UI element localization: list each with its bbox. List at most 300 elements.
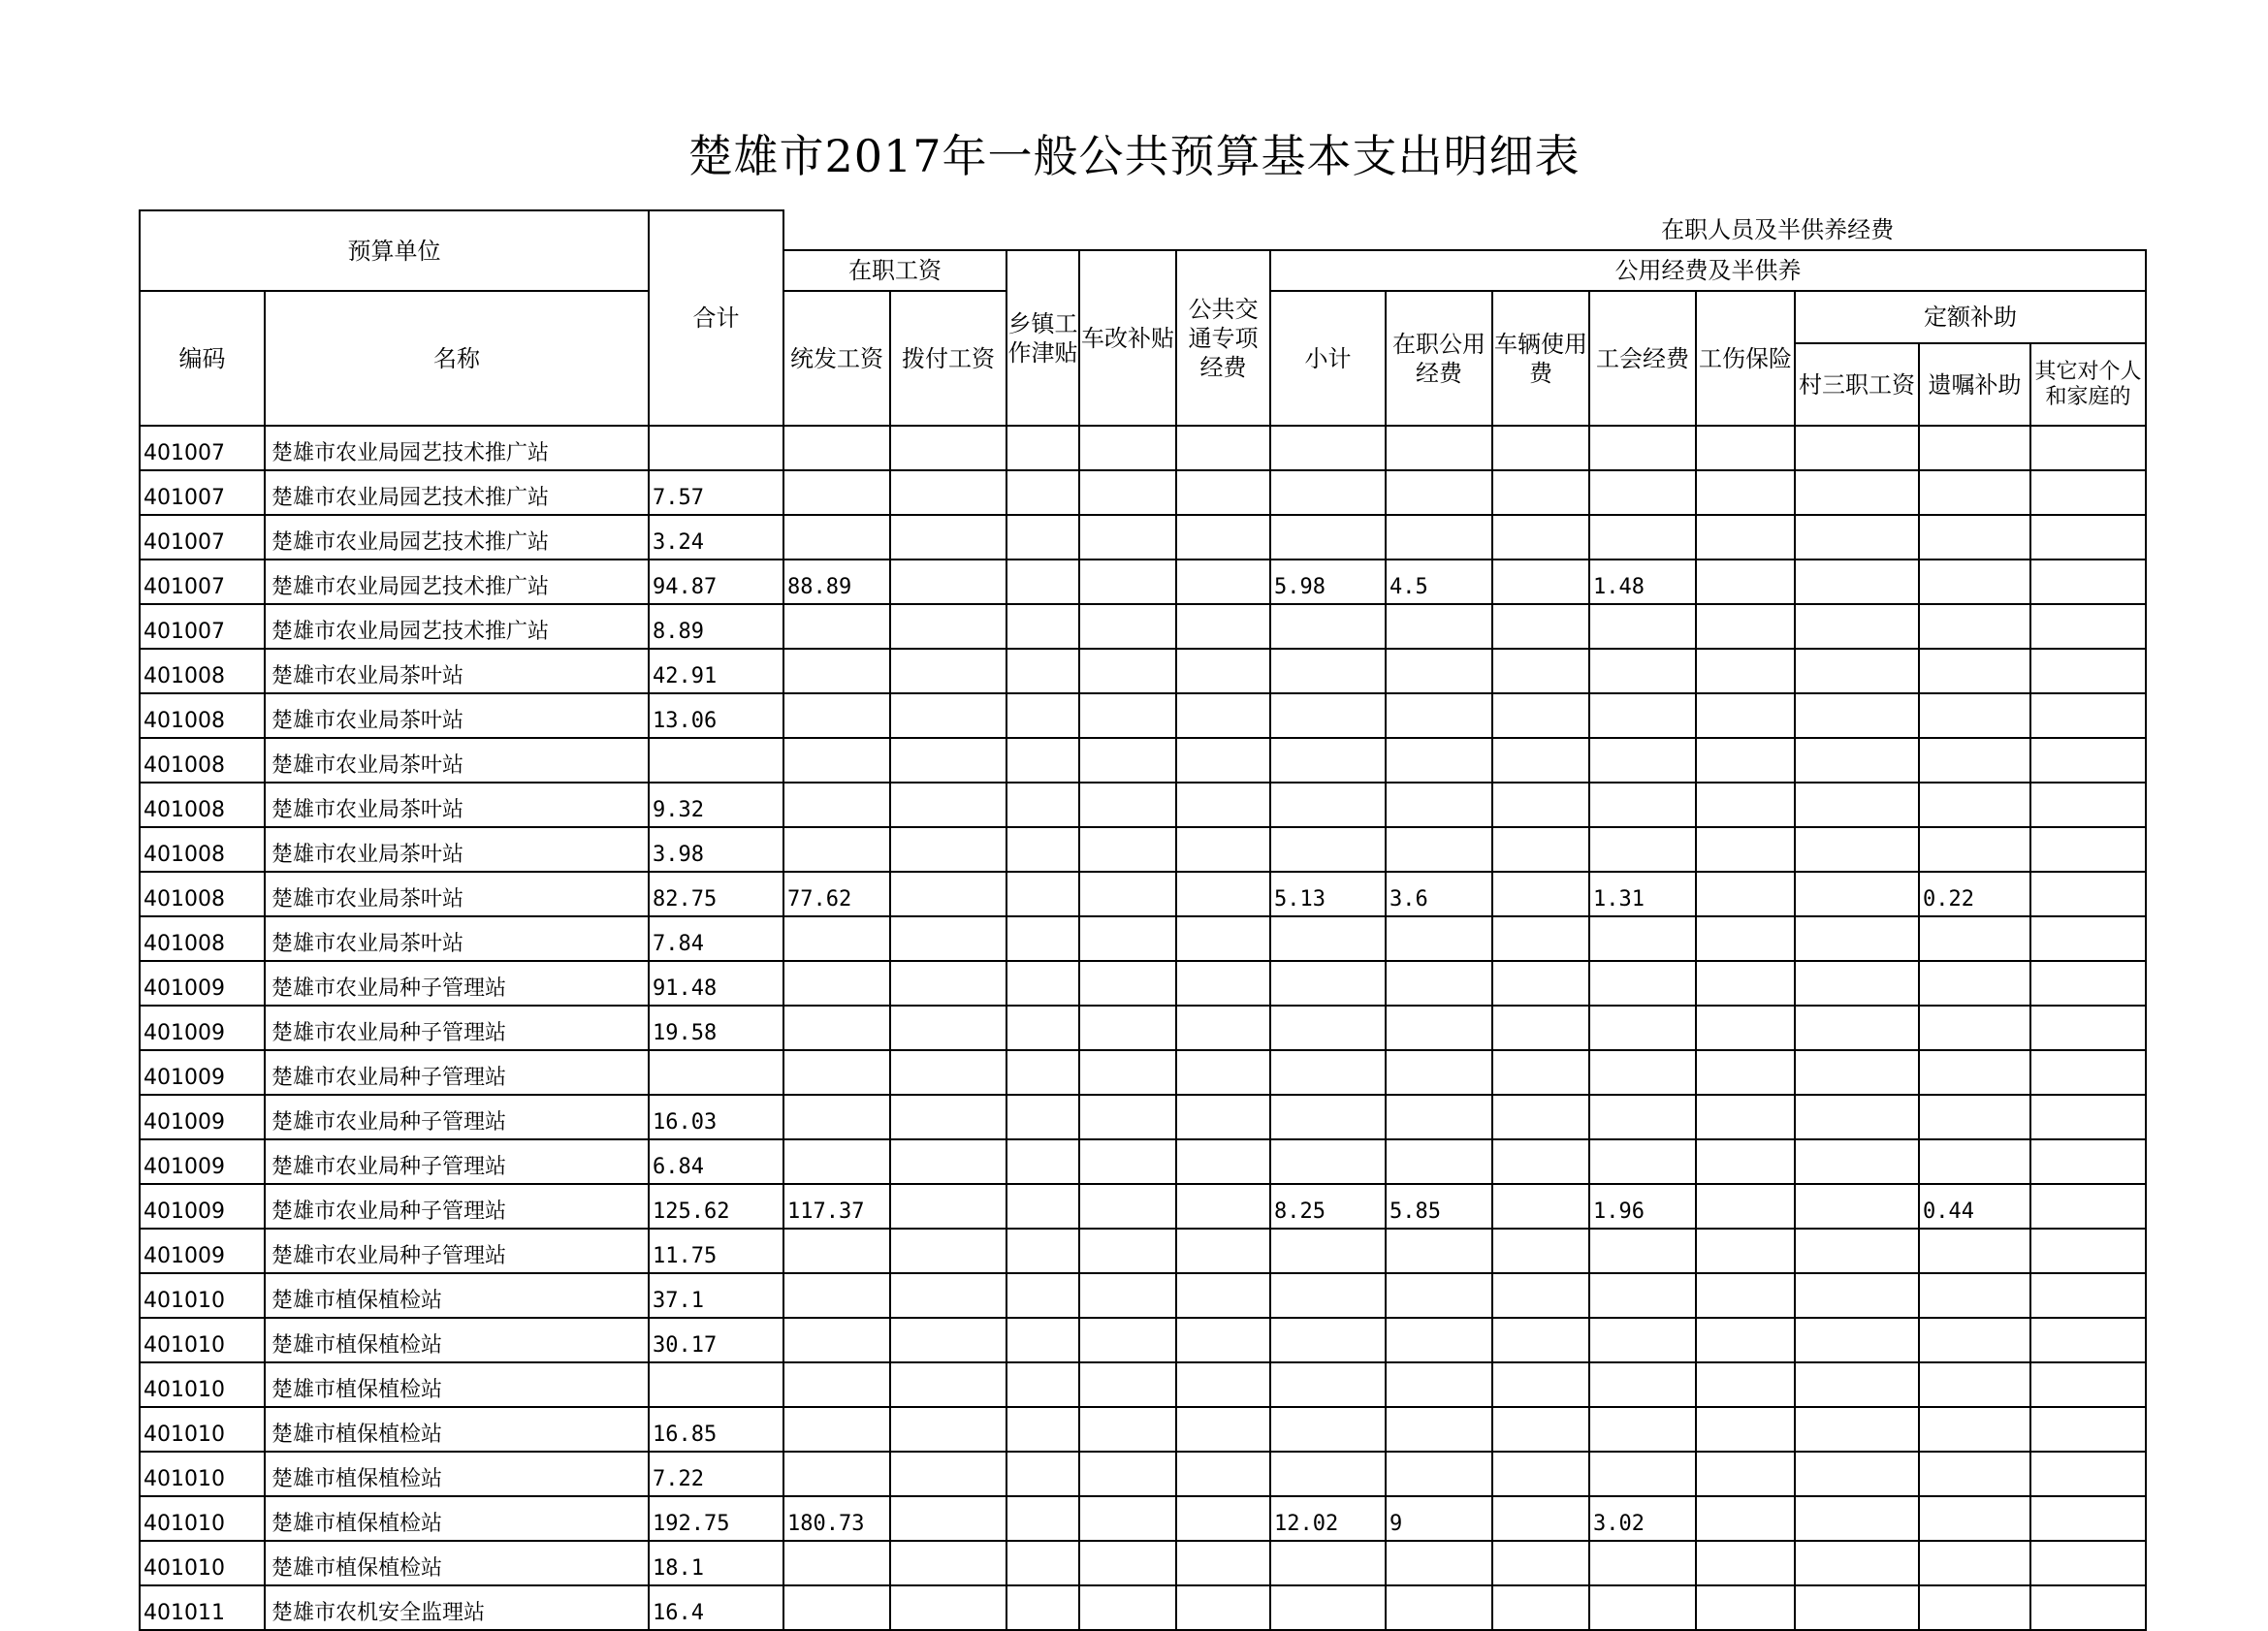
cell-public-funds [1386, 649, 1492, 693]
cell-union [1589, 693, 1696, 738]
cell-code: 401010 [140, 1452, 265, 1496]
table-header [140, 210, 2146, 426]
cell-vehicle [1492, 1006, 1589, 1050]
table-row [140, 1585, 2146, 1630]
cell-township [1006, 1452, 1079, 1496]
cell-township [1006, 1496, 1079, 1541]
cell-injury [1696, 872, 1795, 916]
cell-transport [1176, 1006, 1270, 1050]
table-row [140, 1496, 2146, 1541]
active-public-funds-header: 在职公用经费 [1386, 291, 1492, 426]
table-row [140, 783, 2146, 827]
cell-survivor [1919, 916, 2030, 961]
cell-public-funds [1386, 1362, 1492, 1407]
cell-car [1079, 1407, 1176, 1452]
cell-name: 楚雄市农业局园艺技术推广站 [265, 470, 649, 515]
cell-injury [1696, 649, 1795, 693]
cell-transport [1176, 604, 1270, 649]
cell-transport [1176, 1050, 1270, 1095]
cell-public-funds [1386, 916, 1492, 961]
cell-survivor [1919, 1273, 2030, 1318]
subtotal-header: 小计 [1270, 291, 1386, 426]
budget-unit-header: 预算单位 [140, 210, 649, 291]
cell-vehicle [1492, 1407, 1589, 1452]
cell-code: 401009 [140, 1184, 265, 1229]
cell-vehicle [1492, 827, 1589, 872]
cell-other [2030, 1229, 2146, 1273]
cell-other [2030, 1184, 2146, 1229]
cell-other [2030, 1095, 2146, 1139]
cell-unified [783, 604, 890, 649]
cell-union [1589, 426, 1696, 470]
cell-allocated [890, 1496, 1006, 1541]
cell-car [1079, 1095, 1176, 1139]
cell-injury [1696, 1184, 1795, 1229]
cell-name: 楚雄市农业局种子管理站 [265, 1229, 649, 1273]
cell-unified [783, 783, 890, 827]
cell-code: 401007 [140, 515, 265, 560]
cell-allocated [890, 604, 1006, 649]
cell-other [2030, 1452, 2146, 1496]
cell-subtotal [1270, 426, 1386, 470]
cell-allocated [890, 1541, 1006, 1585]
cell-transport [1176, 1407, 1270, 1452]
cell-public-funds: 3.6 [1386, 872, 1492, 916]
cell-village [1795, 426, 1919, 470]
total-header: 合计 [649, 210, 783, 426]
cell-vehicle [1492, 1541, 1589, 1585]
cell-survivor [1919, 1050, 2030, 1095]
cell-other [2030, 1541, 2146, 1585]
cell-survivor [1919, 1318, 2030, 1362]
cell-township [1006, 604, 1079, 649]
cell-subtotal [1270, 1139, 1386, 1184]
cell-allocated [890, 560, 1006, 604]
cell-union [1589, 827, 1696, 872]
cell-unified [783, 693, 890, 738]
cell-union [1589, 1229, 1696, 1273]
cell-public-funds [1386, 1229, 1492, 1273]
cell-village [1795, 916, 1919, 961]
cell-allocated [890, 426, 1006, 470]
cell-union [1589, 1318, 1696, 1362]
cell-vehicle [1492, 1273, 1589, 1318]
cell-other [2030, 1273, 2146, 1318]
cell-subtotal [1270, 1318, 1386, 1362]
cell-allocated [890, 1184, 1006, 1229]
cell-injury [1696, 1006, 1795, 1050]
cell-injury [1696, 1541, 1795, 1585]
cell-unified: 88.89 [783, 560, 890, 604]
cell-survivor [1919, 961, 2030, 1006]
cell-township [1006, 1006, 1079, 1050]
table-row [140, 1006, 2146, 1050]
cell-code: 401010 [140, 1273, 265, 1318]
cell-name: 楚雄市植保植检站 [265, 1452, 649, 1496]
cell-total: 37.1 [649, 1273, 783, 1318]
cell-unified [783, 649, 890, 693]
cell-survivor [1919, 1452, 2030, 1496]
cell-other [2030, 1585, 2146, 1630]
cell-name: 楚雄市农业局茶叶站 [265, 783, 649, 827]
cell-injury [1696, 1452, 1795, 1496]
cell-village [1795, 1229, 1919, 1273]
cell-vehicle [1492, 604, 1589, 649]
cell-name: 楚雄市植保植检站 [265, 1273, 649, 1318]
cell-allocated [890, 916, 1006, 961]
cell-injury [1696, 1318, 1795, 1362]
cell-public-funds [1386, 827, 1492, 872]
cell-union [1589, 1362, 1696, 1407]
public-funds-header: 公用经费及半供养 [1270, 250, 2146, 291]
cell-other [2030, 1407, 2146, 1452]
table-row [140, 1095, 2146, 1139]
cell-car [1079, 783, 1176, 827]
cell-transport [1176, 783, 1270, 827]
cell-code: 401007 [140, 560, 265, 604]
cell-subtotal [1270, 649, 1386, 693]
cell-code: 401008 [140, 649, 265, 693]
cell-survivor [1919, 515, 2030, 560]
table-row [140, 827, 2146, 872]
cell-village [1795, 872, 1919, 916]
cell-union [1589, 1006, 1696, 1050]
cell-total: 192.75 [649, 1496, 783, 1541]
cell-total: 7.84 [649, 916, 783, 961]
cell-survivor [1919, 426, 2030, 470]
cell-vehicle [1492, 1585, 1589, 1630]
cell-allocated [890, 470, 1006, 515]
cell-union [1589, 916, 1696, 961]
cell-survivor [1919, 470, 2030, 515]
cell-injury [1696, 961, 1795, 1006]
table-row [140, 604, 2146, 649]
cell-other [2030, 649, 2146, 693]
cell-village [1795, 783, 1919, 827]
cell-name: 楚雄市农业局园艺技术推广站 [265, 426, 649, 470]
cell-transport [1176, 1585, 1270, 1630]
cell-village [1795, 1362, 1919, 1407]
cell-car [1079, 1541, 1176, 1585]
table-row [140, 426, 2146, 470]
cell-public-funds [1386, 1006, 1492, 1050]
cell-township [1006, 1050, 1079, 1095]
cell-name: 楚雄市农业局园艺技术推广站 [265, 604, 649, 649]
cell-transport [1176, 693, 1270, 738]
table-row [140, 649, 2146, 693]
cell-subtotal [1270, 1229, 1386, 1273]
cell-public-funds [1386, 693, 1492, 738]
cell-vehicle [1492, 1496, 1589, 1541]
public-transport-header: 公共交通专项经费 [1176, 250, 1270, 426]
cell-township [1006, 649, 1079, 693]
cell-allocated [890, 1407, 1006, 1452]
cell-car [1079, 1050, 1176, 1095]
cell-township [1006, 1139, 1079, 1184]
cell-transport [1176, 1496, 1270, 1541]
cell-car [1079, 470, 1176, 515]
cell-unified [783, 827, 890, 872]
cell-unified [783, 470, 890, 515]
cell-car [1079, 604, 1176, 649]
cell-other [2030, 738, 2146, 783]
cell-union: 1.48 [1589, 560, 1696, 604]
cell-name: 楚雄市农业局种子管理站 [265, 961, 649, 1006]
cell-survivor [1919, 1139, 2030, 1184]
union-funds-header: 工会经费 [1589, 291, 1696, 426]
cell-allocated [890, 1139, 1006, 1184]
cell-vehicle [1492, 961, 1589, 1006]
cell-car [1079, 1585, 1176, 1630]
cell-subtotal [1270, 1541, 1386, 1585]
cell-survivor: 0.22 [1919, 872, 2030, 916]
cell-name: 楚雄市农业局茶叶站 [265, 827, 649, 872]
cell-public-funds [1386, 1585, 1492, 1630]
cell-public-funds [1386, 1050, 1492, 1095]
table-body [140, 426, 2146, 1630]
cell-vehicle [1492, 738, 1589, 783]
cell-total: 6.84 [649, 1139, 783, 1184]
table-row [140, 738, 2146, 783]
cell-township [1006, 1318, 1079, 1362]
cell-village [1795, 827, 1919, 872]
cell-township [1006, 1362, 1079, 1407]
cell-name: 楚雄市植保植检站 [265, 1407, 649, 1452]
cell-township [1006, 1273, 1079, 1318]
cell-transport [1176, 1362, 1270, 1407]
table-row [140, 1362, 2146, 1407]
cell-union [1589, 961, 1696, 1006]
cell-total: 125.62 [649, 1184, 783, 1229]
cell-other [2030, 1362, 2146, 1407]
table-row [140, 1229, 2146, 1273]
cell-injury [1696, 1496, 1795, 1541]
cell-vehicle [1492, 916, 1589, 961]
cell-injury [1696, 560, 1795, 604]
cell-survivor [1919, 604, 2030, 649]
cell-total: 16.4 [649, 1585, 783, 1630]
cell-unified [783, 426, 890, 470]
cell-subtotal [1270, 515, 1386, 560]
cell-subtotal [1270, 1095, 1386, 1139]
cell-other [2030, 1139, 2146, 1184]
cell-total: 16.03 [649, 1095, 783, 1139]
budget-table [139, 209, 2147, 1631]
cell-subtotal [1270, 1407, 1386, 1452]
cell-injury [1696, 916, 1795, 961]
cell-total: 18.1 [649, 1541, 783, 1585]
cell-union: 1.96 [1589, 1184, 1696, 1229]
cell-total [649, 738, 783, 783]
cell-car [1079, 693, 1176, 738]
cell-subtotal [1270, 783, 1386, 827]
cell-transport [1176, 872, 1270, 916]
cell-car [1079, 1496, 1176, 1541]
cell-car [1079, 1139, 1176, 1184]
cell-total [649, 426, 783, 470]
cell-allocated [890, 1452, 1006, 1496]
cell-allocated [890, 1273, 1006, 1318]
cell-transport [1176, 426, 1270, 470]
cell-vehicle [1492, 470, 1589, 515]
cell-name: 楚雄市农业局种子管理站 [265, 1184, 649, 1229]
cell-subtotal [1270, 1585, 1386, 1630]
other-personal-header: 其它对个人和家庭的 [2030, 343, 2146, 426]
cell-union [1589, 649, 1696, 693]
cell-other [2030, 1050, 2146, 1095]
cell-injury [1696, 827, 1795, 872]
cell-village [1795, 649, 1919, 693]
cell-vehicle [1492, 693, 1589, 738]
cell-other [2030, 916, 2146, 961]
cell-code: 401009 [140, 1229, 265, 1273]
cell-subtotal: 8.25 [1270, 1184, 1386, 1229]
cell-other [2030, 783, 2146, 827]
cell-name: 楚雄市农业局园艺技术推广站 [265, 515, 649, 560]
cell-vehicle [1492, 426, 1589, 470]
cell-village [1795, 604, 1919, 649]
cell-allocated [890, 783, 1006, 827]
cell-township [1006, 872, 1079, 916]
cell-subtotal: 12.02 [1270, 1496, 1386, 1541]
cell-other [2030, 1496, 2146, 1541]
cell-total: 3.24 [649, 515, 783, 560]
cell-allocated [890, 1362, 1006, 1407]
cell-injury [1696, 783, 1795, 827]
cell-unified [783, 1273, 890, 1318]
village-staff-wages-header: 村三职工资 [1795, 343, 1919, 426]
cell-public-funds: 5.85 [1386, 1184, 1492, 1229]
cell-total: 3.98 [649, 827, 783, 872]
cell-code: 401010 [140, 1541, 265, 1585]
cell-allocated [890, 961, 1006, 1006]
cell-code: 401009 [140, 1139, 265, 1184]
table-row [140, 1452, 2146, 1496]
cell-unified [783, 1006, 890, 1050]
cell-car [1079, 872, 1176, 916]
cell-village [1795, 1006, 1919, 1050]
cell-allocated [890, 693, 1006, 738]
cell-unified: 117.37 [783, 1184, 890, 1229]
cell-village [1795, 1273, 1919, 1318]
cell-subtotal [1270, 1452, 1386, 1496]
cell-union [1589, 738, 1696, 783]
table-row [140, 1139, 2146, 1184]
cell-name: 楚雄市植保植检站 [265, 1541, 649, 1585]
cell-injury [1696, 738, 1795, 783]
cell-township [1006, 426, 1079, 470]
cell-subtotal [1270, 961, 1386, 1006]
cell-subtotal [1270, 470, 1386, 515]
cell-public-funds [1386, 1318, 1492, 1362]
cell-transport [1176, 738, 1270, 783]
cell-code: 401008 [140, 783, 265, 827]
cell-subtotal: 5.98 [1270, 560, 1386, 604]
cell-public-funds [1386, 783, 1492, 827]
cell-subtotal [1270, 738, 1386, 783]
cell-allocated [890, 1229, 1006, 1273]
cell-injury [1696, 426, 1795, 470]
cell-transport [1176, 1229, 1270, 1273]
cell-transport [1176, 470, 1270, 515]
cell-car [1079, 916, 1176, 961]
cell-code: 401010 [140, 1496, 265, 1541]
cell-total: 30.17 [649, 1318, 783, 1362]
cell-village [1795, 1496, 1919, 1541]
cell-allocated [890, 1318, 1006, 1362]
cell-township [1006, 1407, 1079, 1452]
cell-name: 楚雄市农业局茶叶站 [265, 649, 649, 693]
cell-car [1079, 560, 1176, 604]
cell-code: 401011 [140, 1585, 265, 1630]
cell-other [2030, 827, 2146, 872]
cell-code: 401009 [140, 1050, 265, 1095]
cell-township [1006, 560, 1079, 604]
cell-code: 401009 [140, 1095, 265, 1139]
cell-survivor [1919, 1541, 2030, 1585]
cell-public-funds [1386, 1541, 1492, 1585]
cell-village [1795, 693, 1919, 738]
injury-insurance-header: 工伤保险 [1696, 291, 1795, 426]
cell-public-funds [1386, 1139, 1492, 1184]
cell-transport [1176, 649, 1270, 693]
cell-injury [1696, 693, 1795, 738]
cell-union: 1.31 [1589, 872, 1696, 916]
cell-union: 3.02 [1589, 1496, 1696, 1541]
cell-vehicle [1492, 1229, 1589, 1273]
cell-union [1589, 1050, 1696, 1095]
cell-code: 401009 [140, 1006, 265, 1050]
cell-name: 楚雄市农业局种子管理站 [265, 1095, 649, 1139]
cell-union [1589, 783, 1696, 827]
cell-village [1795, 738, 1919, 783]
cell-public-funds [1386, 1273, 1492, 1318]
cell-public-funds: 4.5 [1386, 560, 1492, 604]
cell-village [1795, 961, 1919, 1006]
cell-village [1795, 515, 1919, 560]
cell-name: 楚雄市农业局茶叶站 [265, 916, 649, 961]
cell-transport [1176, 1139, 1270, 1184]
cell-other [2030, 604, 2146, 649]
cell-unified [783, 515, 890, 560]
cell-injury [1696, 604, 1795, 649]
cell-subtotal [1270, 1362, 1386, 1407]
cell-village [1795, 560, 1919, 604]
cell-public-funds [1386, 426, 1492, 470]
cell-vehicle [1492, 1184, 1589, 1229]
cell-township [1006, 916, 1079, 961]
cell-transport [1176, 961, 1270, 1006]
cell-public-funds [1386, 961, 1492, 1006]
cell-vehicle [1492, 1095, 1589, 1139]
cell-public-funds [1386, 1095, 1492, 1139]
name-header: 名称 [265, 291, 649, 426]
cell-transport [1176, 1541, 1270, 1585]
cell-unified [783, 1050, 890, 1095]
cell-unified [783, 961, 890, 1006]
cell-survivor [1919, 560, 2030, 604]
cell-allocated [890, 872, 1006, 916]
cell-total: 13.06 [649, 693, 783, 738]
cell-injury [1696, 1050, 1795, 1095]
cell-unified [783, 1541, 890, 1585]
cell-transport [1176, 1095, 1270, 1139]
cell-name: 楚雄市农业局茶叶站 [265, 872, 649, 916]
cell-subtotal [1270, 604, 1386, 649]
table-row [140, 560, 2146, 604]
cell-car [1079, 1184, 1176, 1229]
cell-code: 401010 [140, 1407, 265, 1452]
